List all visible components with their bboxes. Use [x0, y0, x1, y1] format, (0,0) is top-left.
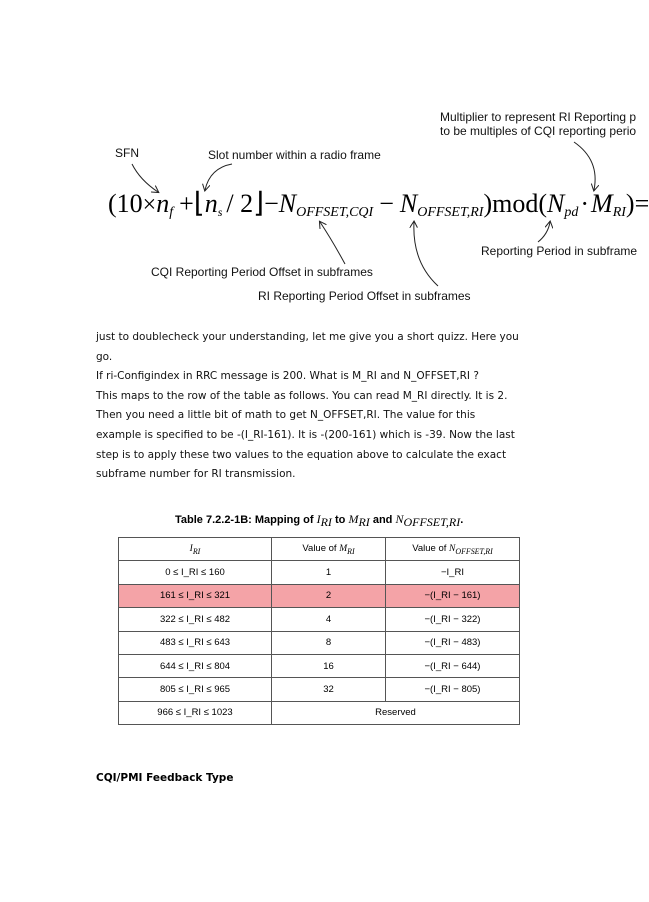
cell-offset: −(I_RI − 644) — [386, 654, 520, 677]
table-row — [119, 654, 520, 677]
cell-mri: 8 — [272, 631, 386, 654]
table-row — [119, 608, 520, 631]
table-caption: Table 7.2.2-1B: Mapping of $I_{RI}$ to $M_{RI}$ and $N_{OFFSET,RI}$. — [175, 512, 464, 530]
header-iri: $I_{RI}$ — [119, 538, 272, 561]
cell-range: 0 ≤ I_RI ≤ 160 — [119, 561, 272, 584]
cell-mri: 4 — [272, 608, 386, 631]
arrow-multiplier — [574, 142, 595, 190]
cell-offset: −(I_RI − 161) — [386, 584, 520, 607]
cell-reserved: Reserved — [272, 701, 520, 724]
quiz-paragraph — [96, 328, 546, 485]
cell-mri: 16 — [272, 654, 386, 677]
section-heading: CQI/PMI Feedback Type — [96, 772, 234, 784]
header-mri: Value of $M_{RI}$ — [272, 538, 386, 561]
paragraph-line: subframe number for RI transmission. — [96, 468, 296, 481]
label-multiplier-line1: Multiplier to represent RI Reporting p — [440, 110, 637, 124]
cell-offset: −(I_RI − 322) — [386, 608, 520, 631]
cell-offset: −(I_RI − 483) — [386, 631, 520, 654]
table-row — [119, 561, 520, 584]
cell-mri: 1 — [272, 561, 386, 584]
table-row — [119, 631, 520, 654]
table-row-highlighted — [119, 584, 520, 607]
arrow-sfn — [132, 164, 158, 192]
equation: ($10\times n_f$ $+⌊n_s$ / $2⌋-N_{OFFSET,CQI} - N_{OFFSET,RI})mod(N_{pd}\cdot M_{RI})=$ — [108, 188, 649, 221]
paragraph-line: step is to apply these two values to the equation above to calculate the exact — [96, 448, 507, 461]
paragraph-line: example is specified to be -(I_RI-161). It is -(200-161) which is -39. Now the last — [96, 428, 515, 441]
label-slot-number: Slot number within a radio frame — [208, 148, 381, 162]
cell-mri: 32 — [272, 678, 386, 701]
paragraph-line: This maps to the row of the table as follows. You can read M_RI directly. It is 2. — [96, 389, 508, 402]
mapping-table — [118, 537, 520, 725]
label-reporting-period: Reporting Period in subframe — [481, 244, 638, 258]
label-ri-offset: RI Reporting Period Offset in subframes — [258, 289, 471, 303]
table-header-row — [119, 538, 520, 561]
cell-range: 805 ≤ I_RI ≤ 965 — [119, 678, 272, 701]
cell-mri: 2 — [272, 584, 386, 607]
paragraph-line: Then you need a little bit of math to get N_OFFSET,RI. The value for this — [96, 409, 476, 422]
cell-range: 644 ≤ I_RI ≤ 804 — [119, 654, 272, 677]
annotation-arrows — [0, 0, 638, 320]
arrow-ri-offset — [414, 222, 438, 286]
arrow-reporting-period — [538, 222, 550, 242]
arrow-slot — [205, 164, 232, 190]
label-multiplier-line2: to be multiples of CQI reporting perio — [440, 124, 637, 138]
paragraph-line: go. — [96, 350, 113, 363]
cell-range: 483 ≤ I_RI ≤ 643 — [119, 631, 272, 654]
arrow-cqi-offset — [320, 222, 345, 264]
cell-offset: −(I_RI − 805) — [386, 678, 520, 701]
table-row — [119, 678, 520, 701]
paragraph-line: just to doublecheck your understanding, let me give you a short quizz. Here you — [96, 331, 519, 343]
paragraph-line: If ri-Configindex in RRC message is 200. What is M_RI and N_OFFSET,RI ? — [96, 370, 479, 383]
header-noffset: Value of $N_{OFFSET,RI}$ — [386, 538, 520, 561]
cell-range: 322 ≤ I_RI ≤ 482 — [119, 608, 272, 631]
cell-range: 161 ≤ I_RI ≤ 321 — [119, 584, 272, 607]
label-cqi-offset: CQI Reporting Period Offset in subframes — [151, 265, 373, 279]
cell-offset: −I_RI — [386, 561, 520, 584]
label-sfn: SFN — [115, 146, 139, 160]
cell-range: 966 ≤ I_RI ≤ 1023 — [119, 701, 272, 724]
table-row — [119, 701, 520, 724]
